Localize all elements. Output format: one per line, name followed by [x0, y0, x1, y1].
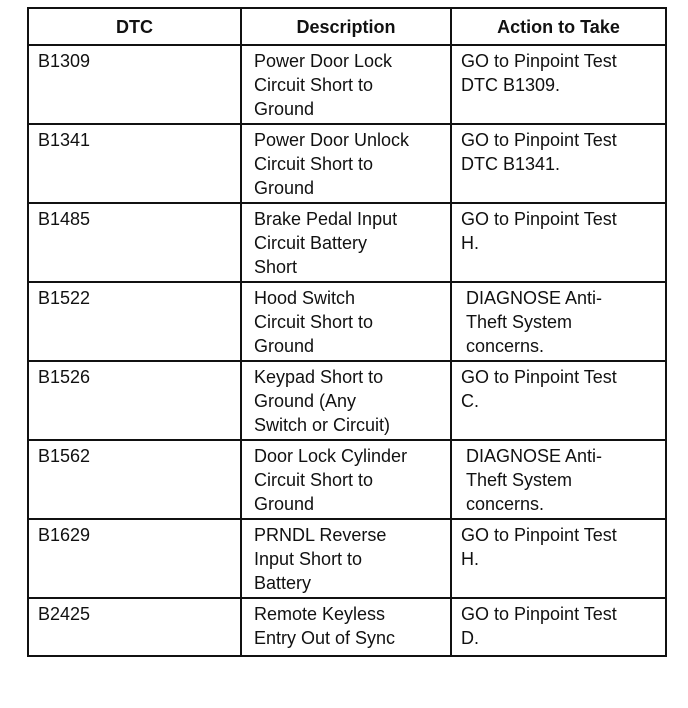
dtc-action [451, 45, 666, 124]
table-row [28, 124, 666, 203]
dtc-code: B1522 [28, 282, 241, 361]
action-line: DIAGNOSE Anti- [466, 446, 603, 466]
description-line: Circuit Battery [254, 233, 368, 253]
dtc-code: B1309 [28, 45, 241, 124]
description-line: Remote Keyless [254, 604, 386, 624]
action-line: concerns. [466, 336, 545, 356]
description-line: Hood Switch [254, 288, 356, 308]
description-line: Circuit Short to [254, 470, 374, 490]
action-line: concerns. [466, 494, 545, 514]
action-line: DTC B1341. [461, 154, 561, 174]
dtc-code: B1485 [28, 203, 241, 282]
action-line: GO to Pinpoint Test [461, 51, 617, 71]
dtc-description [241, 361, 451, 440]
dtc-description [241, 282, 451, 361]
description-line: PRNDL Reverse [254, 525, 387, 545]
action-line: DIAGNOSE Anti- [466, 288, 603, 308]
description-line: Circuit Short to [254, 75, 374, 95]
action-line: Theft System [466, 470, 573, 490]
description-line: Switch or Circuit) [254, 415, 391, 435]
description-line: Power Door Unlock [254, 130, 410, 150]
header-action: Action to Take [451, 8, 666, 45]
description-line: Ground [254, 99, 315, 119]
description-line: Ground (Any [254, 391, 357, 411]
description-line: Short [254, 257, 298, 277]
action-line: H. [461, 233, 479, 253]
table-row [28, 598, 666, 656]
description-line: Ground [254, 178, 315, 198]
description-line: Input Short to [254, 549, 363, 569]
dtc-action [451, 203, 666, 282]
dtc-action [451, 282, 666, 361]
dtc-description [241, 440, 451, 519]
description-line: Ground [254, 336, 315, 356]
table-body [28, 45, 666, 656]
action-line: D. [461, 628, 479, 648]
description-line: Circuit Short to [254, 312, 374, 332]
dtc-action [451, 440, 666, 519]
description-line: Battery [254, 573, 312, 593]
dtc-code: B1526 [28, 361, 241, 440]
header-description: Description [241, 8, 451, 45]
action-line: C. [461, 391, 479, 411]
description-line: Door Lock Cylinder [254, 446, 408, 466]
action-line: GO to Pinpoint Test [461, 209, 617, 229]
header-dtc: DTC [28, 8, 241, 45]
description-line: Circuit Short to [254, 154, 374, 174]
dtc-description [241, 124, 451, 203]
table-row [28, 361, 666, 440]
action-line: DTC B1309. [461, 75, 561, 95]
dtc-code: B1629 [28, 519, 241, 598]
dtc-action [451, 124, 666, 203]
dtc-description [241, 203, 451, 282]
dtc-description [241, 519, 451, 598]
action-line: Theft System [466, 312, 573, 332]
action-line: GO to Pinpoint Test [461, 130, 617, 150]
header-row [28, 8, 666, 45]
dtc-description [241, 45, 451, 124]
description-line: Entry Out of Sync [254, 628, 396, 648]
description-line: Keypad Short to [254, 367, 384, 387]
action-line: GO to Pinpoint Test [461, 604, 617, 624]
dtc-description [241, 598, 451, 656]
description-line: Brake Pedal Input [254, 209, 398, 229]
action-line: H. [461, 549, 479, 569]
table-row [28, 440, 666, 519]
description-line: Power Door Lock [254, 51, 393, 71]
dtc-table [27, 7, 667, 657]
dtc-action [451, 361, 666, 440]
table-row [28, 203, 666, 282]
table-row [28, 519, 666, 598]
action-line: GO to Pinpoint Test [461, 525, 617, 545]
dtc-code: B2425 [28, 598, 241, 656]
dtc-action [451, 598, 666, 656]
dtc-action [451, 519, 666, 598]
dtc-code: B1562 [28, 440, 241, 519]
description-line: Ground [254, 494, 315, 514]
dtc-code: B1341 [28, 124, 241, 203]
table-row [28, 282, 666, 361]
action-line: GO to Pinpoint Test [461, 367, 617, 387]
table-row [28, 45, 666, 124]
